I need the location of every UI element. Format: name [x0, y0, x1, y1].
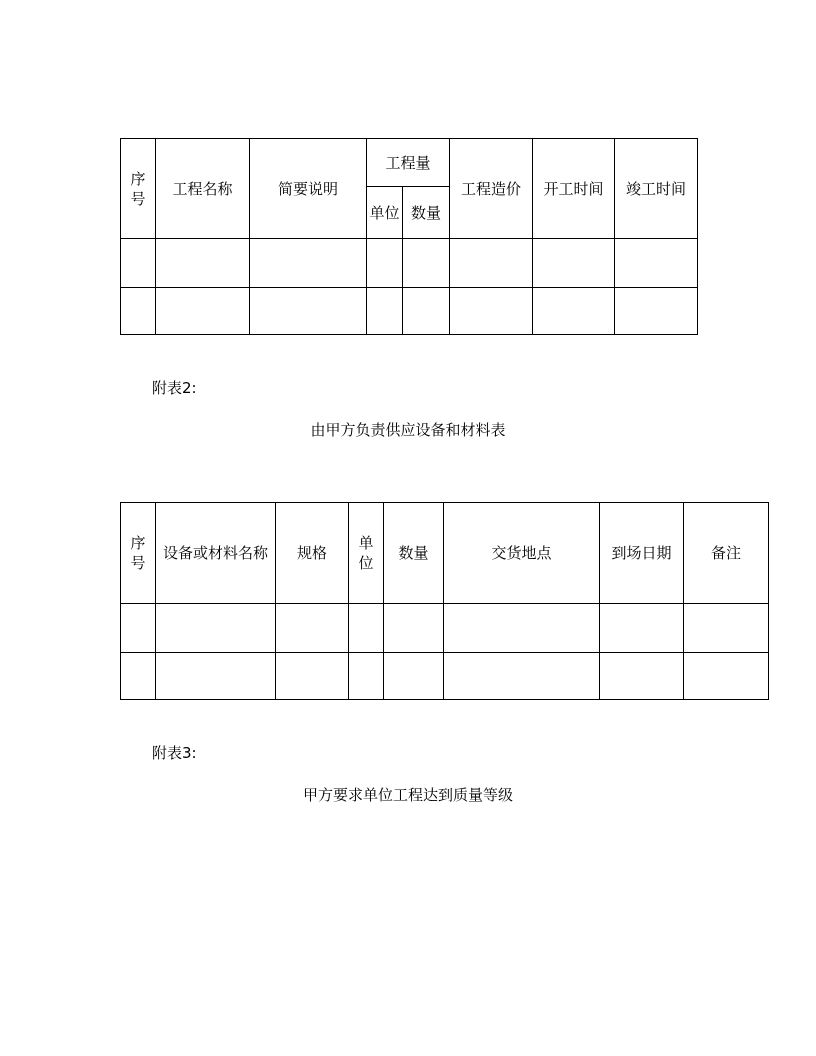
table-cell [684, 653, 769, 700]
table-cell [384, 653, 444, 700]
table-row [121, 653, 769, 700]
table-cell [349, 653, 384, 700]
table-cell [533, 239, 615, 288]
table-cell [156, 604, 276, 653]
table-cell [276, 653, 349, 700]
header-seq: 序 号 [121, 503, 156, 604]
table-cell [444, 653, 600, 700]
table-cell [367, 288, 403, 335]
table-cell [156, 288, 250, 335]
table-cell [450, 288, 533, 335]
table-cell [156, 653, 276, 700]
table-cell [367, 239, 403, 288]
header-unit: 单 位 [349, 503, 384, 604]
header-brief-description: 简要说明 [250, 139, 367, 239]
header-unit: 单位 [367, 187, 403, 239]
header-quantity-group: 工程量 [367, 139, 450, 187]
table-cell [615, 239, 698, 288]
table-cell [250, 288, 367, 335]
table-cell [600, 653, 684, 700]
table-cell [403, 239, 450, 288]
header-specification: 规格 [276, 503, 349, 604]
table-row [121, 288, 698, 335]
table-cell [121, 239, 156, 288]
appendix-3-label: 附表3: [152, 744, 197, 762]
table-cell [156, 239, 250, 288]
header-completion-time: 竣工时间 [615, 139, 698, 239]
table-row [121, 604, 769, 653]
header-amount: 数量 [403, 187, 450, 239]
table-cell [349, 604, 384, 653]
table-cell [615, 288, 698, 335]
header-delivery-location: 交货地点 [444, 503, 600, 604]
table-cell [250, 239, 367, 288]
header-project-name: 工程名称 [156, 139, 250, 239]
appendix-3-title: 甲方要求单位工程达到质量等级 [302, 786, 513, 804]
appendix-2-label: 附表2: [152, 379, 197, 397]
appendix-2-title: 由甲方负责供应设备和材料表 [310, 421, 506, 439]
materials-table [120, 502, 769, 700]
table-cell [684, 604, 769, 653]
header-material-name: 设备或材料名称 [156, 503, 276, 604]
header-seq: 序 号 [121, 139, 156, 239]
table-cell [450, 239, 533, 288]
table-row [121, 239, 698, 288]
project-table [120, 138, 698, 335]
table-cell [121, 288, 156, 335]
header-remarks: 备注 [684, 503, 769, 604]
table-cell [600, 604, 684, 653]
table-cell [384, 604, 444, 653]
table-cell [444, 604, 600, 653]
table-cell [403, 288, 450, 335]
table-cell [533, 288, 615, 335]
header-arrival-date: 到场日期 [600, 503, 684, 604]
header-amount: 数量 [384, 503, 444, 604]
header-start-time: 开工时间 [533, 139, 615, 239]
table-cell [121, 653, 156, 700]
table-cell [276, 604, 349, 653]
header-project-cost: 工程造价 [450, 139, 533, 239]
table-cell [121, 604, 156, 653]
